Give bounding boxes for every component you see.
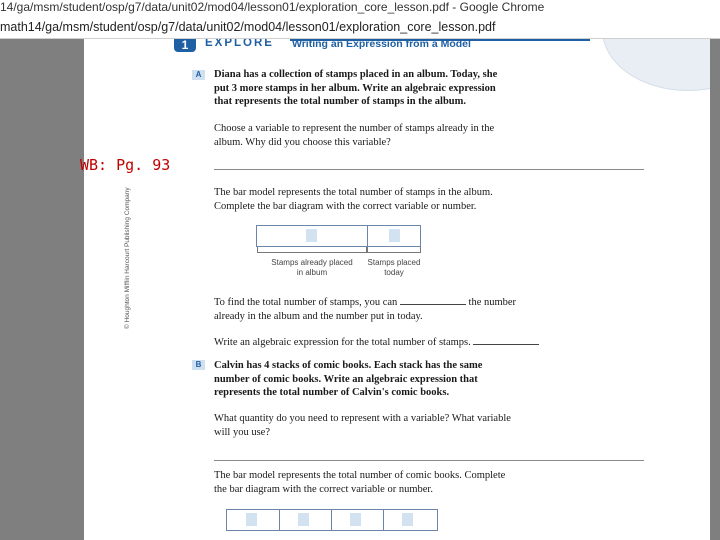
part-b-question: What quantity do you need to represent with a variable? What variable will you use? (214, 413, 511, 438)
url-text: math14/ga/msm/student/osp/g7/data/unit02/mod04/lesson01/exploration_core_lesson.pdf (0, 20, 496, 34)
part-a-question: Choose a variable to represent the number of stamps already in the album. Why did you choose this variable? (214, 123, 495, 148)
part-a-write-expression: Write an algebraic expression for the total number of stamps. (214, 335, 539, 350)
part-b-badge: B (192, 360, 205, 370)
part-b-bar-instructions: The bar model represents the total number of comic books. Complete the bar diagram with the correct variable or number. (214, 470, 506, 495)
bar-input-3[interactable] (350, 513, 361, 526)
brace-existing (257, 247, 367, 253)
address-bar[interactable] (0, 18, 720, 39)
copyright-notice: © Houghton Mifflin Harcourt Publishing Company (124, 187, 131, 329)
part-a-find-sentence: To find the total number of stamps, you can the number already in the album and the number put in today. (214, 297, 517, 322)
pdf-page (84, 39, 710, 540)
bar-input-today[interactable] (389, 229, 400, 242)
window-title: 14/ga/msm/student/osp/g7/data/unit02/mod04/lesson01/exploration_core_lesson.pdf - Google Chrome (0, 0, 545, 14)
part-b-bar-model (226, 509, 438, 531)
explore-heading: EXPLORE (205, 39, 274, 49)
workbook-page-annotation: WB: Pg. 93 (80, 156, 171, 174)
bar-input-2[interactable] (298, 513, 309, 526)
part-a-bar-model (256, 225, 421, 247)
explore-number: 1 (174, 39, 196, 52)
answer-line[interactable] (214, 169, 644, 170)
part-a-prompt: Diana has a collection of stamps placed in an album. Today, she put 3 more stamps in her album. Write an algebraic expression that represents the total number of stamps in the album. (214, 69, 498, 107)
explore-subtitle: Writing an Expression from a Model (292, 39, 471, 50)
blank-expression[interactable] (473, 335, 539, 345)
blank-operation[interactable] (400, 295, 466, 305)
page-corner-decoration (602, 39, 710, 91)
browser-title-bar (0, 0, 720, 19)
part-a-badge: A (192, 70, 205, 80)
bar-input-existing[interactable] (306, 229, 317, 242)
part-a-bar-instructions: The bar model represents the total number of stamps in the album. Complete the bar diagram with the correct variable or number. (214, 187, 493, 212)
bar-input-4[interactable] (402, 513, 413, 526)
bar-input-1[interactable] (246, 513, 257, 526)
brace-today (367, 247, 421, 253)
bar-label-existing: Stamps already placed in album (271, 258, 353, 277)
bar-label-today: Stamps placed today (367, 258, 421, 277)
part-b-prompt: Calvin has 4 stacks of comic books. Each stack has the same number of comic books. Write an algebraic expression that represents the total number of Calvin's comic books. (214, 360, 483, 398)
answer-line[interactable] (214, 460, 644, 461)
